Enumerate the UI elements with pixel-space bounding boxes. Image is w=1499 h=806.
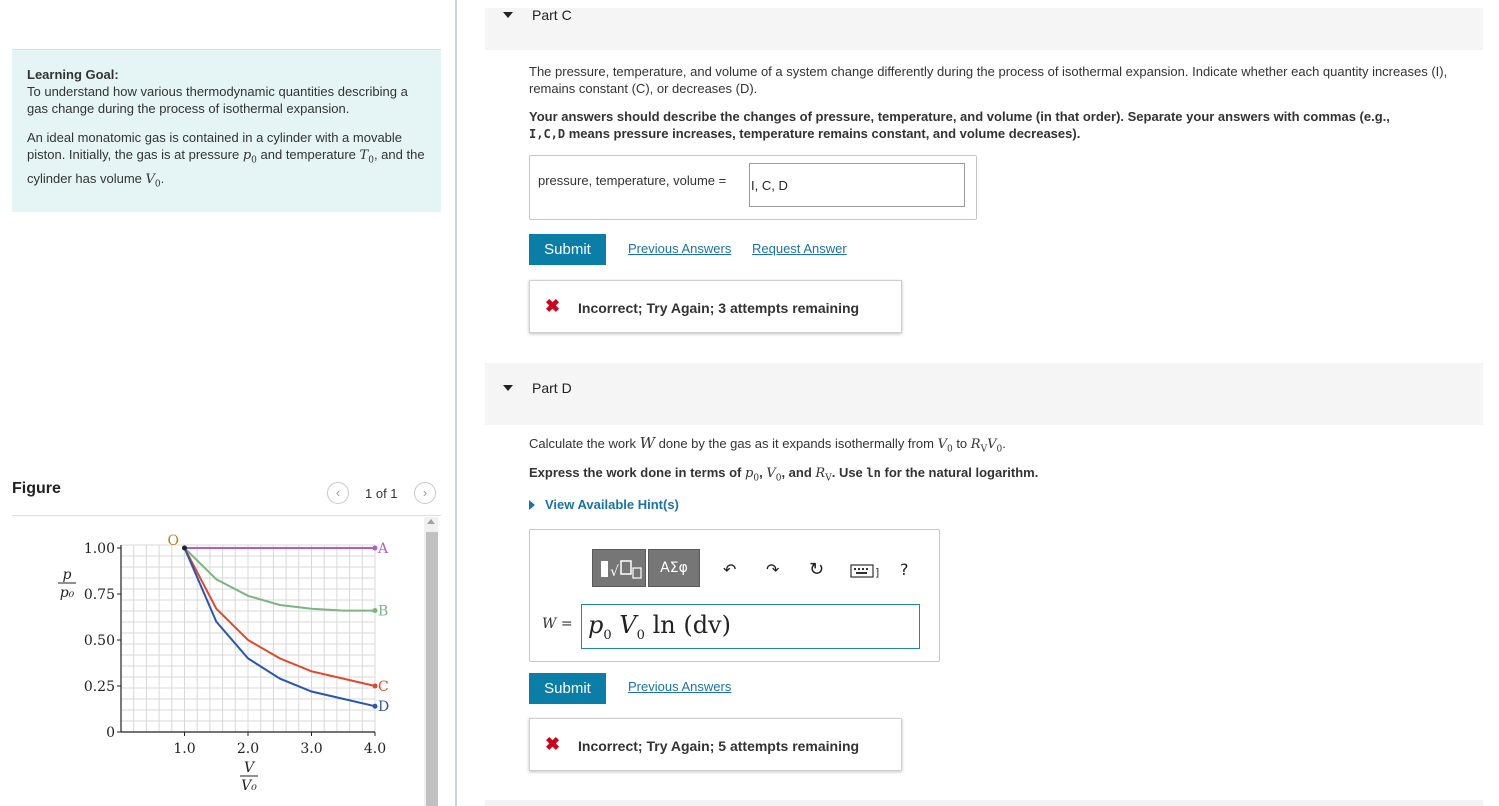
series-label-C: C xyxy=(378,679,389,695)
left-pane xyxy=(0,0,455,806)
series-label-D: D xyxy=(378,699,390,716)
close-x-icon: ✖ xyxy=(545,734,561,754)
x-tick-label: 3.0 xyxy=(300,741,323,757)
figure-title: Figure xyxy=(12,480,61,497)
origin-label: O xyxy=(167,533,179,549)
series-label-B: B xyxy=(378,603,389,620)
y-axis-label xyxy=(58,567,76,601)
part-c-header[interactable] xyxy=(485,8,1483,50)
part-c-instruction: Your answers should describe the changes of pressure, temperature, and volume (in that order). Separate your answers with commas (e.g., I,C,D means pressure increases, temperature remains constant, and volume decreases). xyxy=(529,109,1390,141)
problem-setup: An ideal monatomic gas is contained in a cylinder with a movable piston. Initially, the gas is at pressure $p_0$ and temperature $T_0$, and the cylinder has volume $V_0$. xyxy=(27,130,425,190)
reset-icon[interactable]: ↻ xyxy=(809,559,825,580)
keyboard-icon[interactable] xyxy=(850,563,882,583)
figure-pager: 1 of 1 xyxy=(365,486,398,501)
templates-icon[interactable] xyxy=(592,549,646,587)
part-c-prompt: The pressure, temperature, and volume of a system change differently during the process of isothermal expansion. Indicate whether each quantity increases (I), remains constant (C), or decreases (D). xyxy=(529,64,1448,96)
origin-point xyxy=(182,546,187,551)
svg-text:p₀: p₀ xyxy=(59,585,75,601)
y-tick-label: 1.00 xyxy=(83,541,115,557)
series-end-point-A xyxy=(373,546,378,551)
x-tick-label: 4.0 xyxy=(363,741,387,757)
x-axis-label xyxy=(240,760,258,794)
part-d-label: Part D xyxy=(532,380,572,396)
y-tick-label: 0.25 xyxy=(83,679,115,695)
part-c-answer-box xyxy=(529,155,977,220)
redo-icon[interactable]: ↷ xyxy=(766,560,780,579)
svg-text:V: V xyxy=(243,760,255,776)
figure-scrollbar-thumb[interactable] xyxy=(426,532,438,806)
figure-area xyxy=(12,517,427,806)
part-c-answer-label: pressure, temperature, volume = xyxy=(538,173,727,188)
close-x-icon: ✖ xyxy=(545,296,561,316)
svg-text:p: p xyxy=(62,567,72,583)
caret-right-icon xyxy=(529,500,535,510)
part-d-answer-expression: $p_0$ $V_0$ ln (dv) xyxy=(588,611,731,643)
bottom-rule xyxy=(485,800,1483,806)
series-line-C xyxy=(185,548,376,686)
y-tick-label: 0 xyxy=(106,725,115,741)
part-c-request-answer-link[interactable]: Request Answer xyxy=(752,241,847,256)
svg-text:V₀: V₀ xyxy=(241,778,257,794)
svg-text:]: ] xyxy=(875,566,880,579)
part-d-answer-input[interactable] xyxy=(581,604,920,649)
scroll-up-arrow-icon[interactable] xyxy=(427,519,435,524)
part-d-answer-label: W = xyxy=(542,616,573,632)
part-c-feedback-text: Incorrect; Try Again; 3 attempts remaining xyxy=(578,300,860,316)
series-end-point-B xyxy=(373,608,378,613)
series-end-point-C xyxy=(373,684,378,689)
pane-divider[interactable] xyxy=(455,0,457,806)
part-d-editor xyxy=(529,529,940,662)
part-d-feedback-text: Incorrect; Try Again; 5 attempts remaining xyxy=(578,738,860,754)
chevron-left-icon[interactable]: ‹ xyxy=(327,482,349,504)
learning-goal-text: To understand how various thermodynamic quantities describing a gas change during the process of isothermal expansion. xyxy=(27,84,408,116)
part-c-previous-answers-link[interactable]: Previous Answers xyxy=(628,241,732,256)
part-c-answer-input[interactable] xyxy=(749,163,965,207)
caret-down-icon xyxy=(503,12,513,18)
chevron-right-icon[interactable]: › xyxy=(414,482,436,504)
part-c-submit-button[interactable]: Submit xyxy=(529,234,606,265)
learning-goal-title: Learning Goal: xyxy=(27,67,119,82)
part-d-submit-button[interactable]: Submit xyxy=(529,673,606,704)
part-d-previous-answers-link[interactable]: Previous Answers xyxy=(628,679,732,694)
help-icon[interactable]: ? xyxy=(900,560,909,579)
x-tick-label: 2.0 xyxy=(236,741,260,757)
series-label-A: A xyxy=(378,541,389,557)
y-tick-label: 0.75 xyxy=(83,587,115,603)
svg-text:√: √ xyxy=(610,564,619,580)
series-line-D xyxy=(185,548,376,706)
caret-down-icon xyxy=(503,385,513,391)
part-d-express: Express the work done in terms of $p_0$, $V_0$, and $R_V$. Use ln for the natural logarithm. xyxy=(529,465,1039,484)
learning-goal-box xyxy=(12,49,441,212)
part-c-feedback xyxy=(529,280,902,333)
undo-icon[interactable]: ↶ xyxy=(723,560,737,579)
part-c-label: Part C xyxy=(532,7,572,23)
x-tick-label: 1.0 xyxy=(173,741,196,757)
part-d-feedback xyxy=(529,718,902,771)
part-d-prompt: Calculate the work W done by the gas as it expands isothermally from $V_0$ to $R_VV_0$. xyxy=(529,434,1006,455)
series-end-point-D xyxy=(373,704,378,709)
part-d-header[interactable] xyxy=(485,363,1483,425)
pv-chart xyxy=(12,517,427,806)
y-tick-label: 0.50 xyxy=(83,633,115,649)
figure-header xyxy=(12,478,441,516)
greek-letters-button[interactable]: ΑΣφ xyxy=(648,549,700,587)
view-hints-toggle[interactable]: View Available Hint(s) xyxy=(529,497,679,512)
